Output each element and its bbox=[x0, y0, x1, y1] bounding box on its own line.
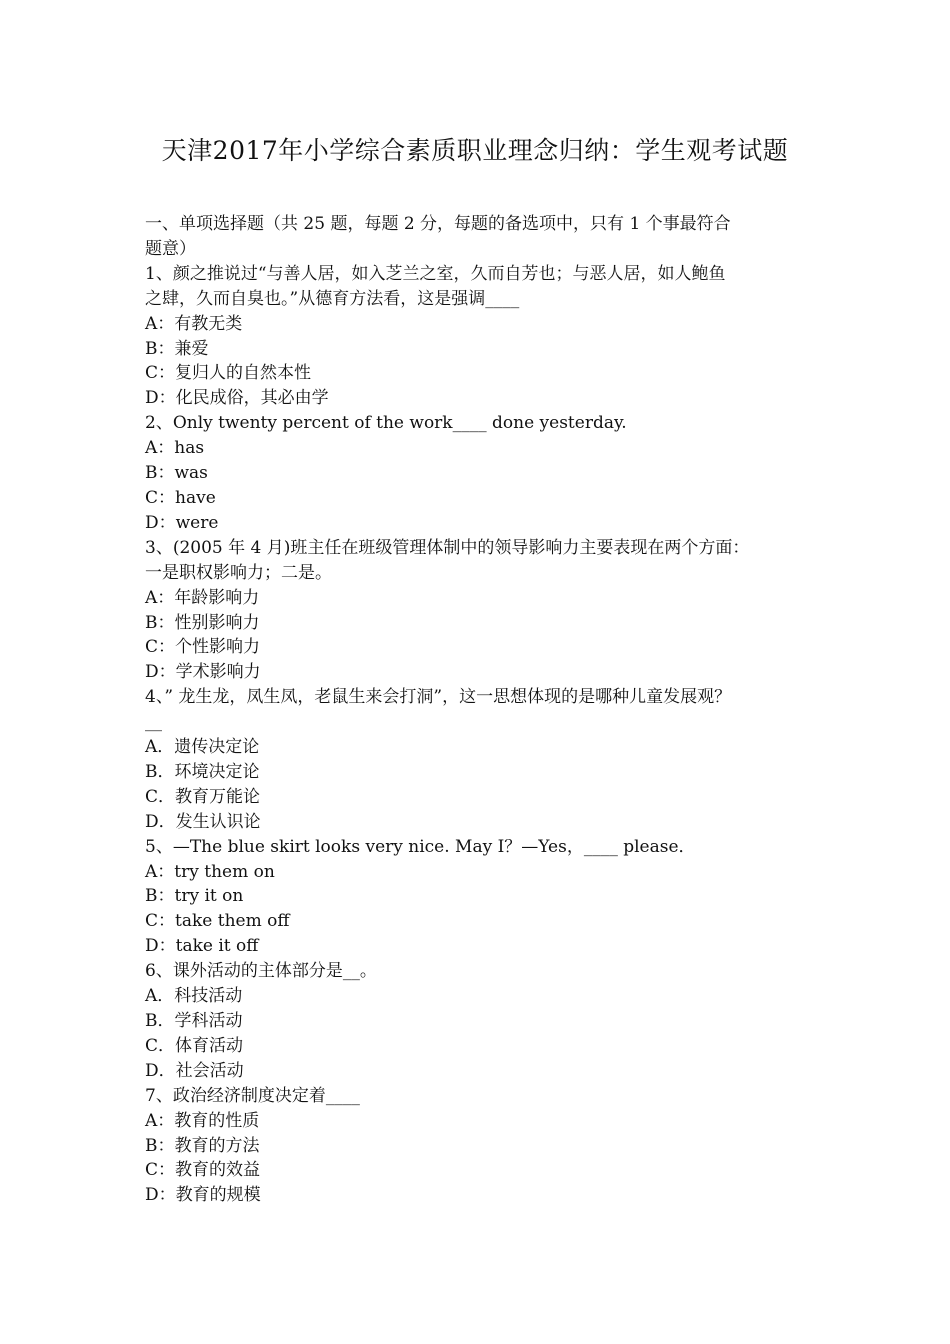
question-3 bbox=[145, 536, 807, 685]
option-a: A：有教无类 bbox=[145, 313, 243, 334]
option-a: A．科技活动 bbox=[145, 986, 243, 1007]
question-stem: 之肆，久而自臭也。”从德育方法看，这是强调____ bbox=[145, 288, 520, 309]
option-c: C：have bbox=[145, 487, 216, 508]
question-7 bbox=[145, 1084, 807, 1209]
option-a: A：has bbox=[145, 438, 205, 459]
option-c: C：复归人的自然本性 bbox=[145, 363, 312, 384]
section-heading-line: 题意） bbox=[145, 238, 196, 259]
option-a: A：年龄影响力 bbox=[145, 587, 260, 608]
question-1 bbox=[145, 262, 807, 411]
option-b: B：try it on bbox=[145, 886, 244, 907]
question-stem: 6、课外活动的主体部分是__。 bbox=[145, 961, 377, 982]
option-d: D：take it off bbox=[145, 936, 259, 957]
option-b: B：教育的方法 bbox=[145, 1135, 260, 1156]
option-a: A：try them on bbox=[145, 861, 275, 882]
document-title: 天津2017年小学综合素质职业理念归纳：学生观考试题 bbox=[161, 136, 789, 165]
option-a: A：教育的性质 bbox=[145, 1110, 260, 1131]
option-d: D：教育的规模 bbox=[145, 1185, 261, 1206]
question-stem: __ bbox=[145, 712, 162, 733]
option-d: D．社会活动 bbox=[145, 1060, 244, 1081]
question-2 bbox=[145, 411, 807, 536]
option-c: C：take them off bbox=[145, 911, 290, 932]
option-b: B：was bbox=[145, 463, 208, 484]
question-stem: 2、Only twenty percent of the work____ done yesterday. bbox=[145, 413, 627, 434]
option-b: B．学科活动 bbox=[145, 1011, 243, 1031]
option-a: A．遗传决定论 bbox=[145, 737, 260, 758]
option-c: C：个性影响力 bbox=[145, 637, 261, 658]
option-c: C．教育万能论 bbox=[145, 786, 261, 807]
option-b: B：性别影响力 bbox=[145, 612, 260, 633]
question-4 bbox=[145, 685, 807, 834]
section-heading-line: 一、单项选择题（共 25 题，每题 2 分，每题的备选项中，只有 1 个事最符合 bbox=[145, 214, 731, 234]
option-b: B：兼爱 bbox=[145, 338, 209, 359]
question-stem: 一是职权影响力；二是。 bbox=[145, 562, 332, 583]
option-d: D：were bbox=[145, 512, 219, 533]
question-5 bbox=[145, 835, 807, 960]
option-d: D．发生认识论 bbox=[145, 811, 261, 832]
question-stem: 7、政治经济制度决定着____ bbox=[145, 1085, 360, 1106]
option-c: C：教育的效益 bbox=[145, 1160, 261, 1181]
question-stem: 3、(2005 年 4 月)班主任在班级管理体制中的领导影响力主要表现在两个方面： bbox=[145, 537, 750, 558]
question-stem: 4、” 龙生龙，凤生凤，老鼠生来会打洞”，这一思想体现的是哪种儿童发展观？ bbox=[145, 687, 732, 708]
option-c: C．体育活动 bbox=[145, 1035, 244, 1056]
document-body bbox=[145, 212, 807, 1208]
question-stem: 1、颜之推说过“与善人居，如入芝兰之室，久而自芳也；与恶人居，如人鲍鱼 bbox=[145, 263, 726, 284]
option-b: B．环境决定论 bbox=[145, 761, 260, 782]
option-d: D：化民成俗，其必由学 bbox=[145, 388, 329, 409]
section-heading bbox=[145, 212, 807, 262]
question-stem: 5、—The blue skirt looks very nice. May I？—Yes，____ please． bbox=[145, 836, 696, 857]
option-d: D：学术影响力 bbox=[145, 662, 261, 683]
question-6 bbox=[145, 959, 807, 1084]
